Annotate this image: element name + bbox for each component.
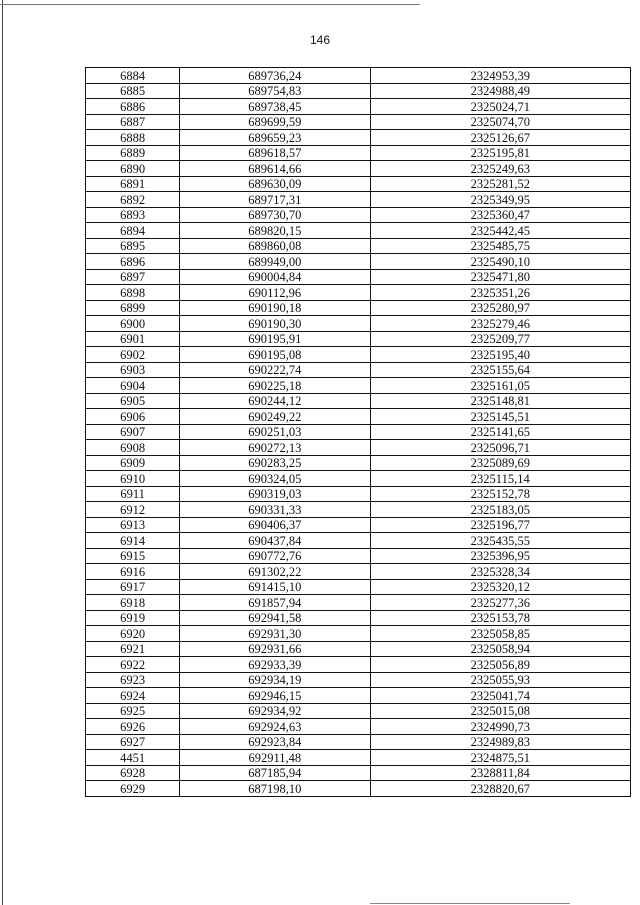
- point-number-cell: 6917: [86, 579, 180, 595]
- x-coordinate-cell: 690406,37: [180, 517, 370, 533]
- table-row: [86, 672, 631, 688]
- table-row: [86, 424, 631, 440]
- table-row: [86, 176, 631, 192]
- y-coordinate-cell: 2325485,75: [370, 238, 630, 254]
- y-coordinate-cell: 2325442,45: [370, 223, 630, 239]
- x-coordinate-cell: 690190,30: [180, 316, 370, 332]
- x-coordinate-cell: 689820,15: [180, 223, 370, 239]
- point-number-cell: 6918: [86, 595, 180, 611]
- table-row: [86, 486, 631, 502]
- x-coordinate-cell: 692923,84: [180, 734, 370, 750]
- y-coordinate-cell: 2325161,05: [370, 378, 630, 394]
- y-coordinate-cell: 2325349,95: [370, 192, 630, 208]
- point-number-cell: 6920: [86, 626, 180, 642]
- y-coordinate-cell: 2325490,10: [370, 254, 630, 270]
- table-row: [86, 564, 631, 580]
- table-row: [86, 440, 631, 456]
- y-coordinate-cell: 2325320,12: [370, 579, 630, 595]
- y-coordinate-cell: 2325096,71: [370, 440, 630, 456]
- x-coordinate-cell: 690272,13: [180, 440, 370, 456]
- point-number-cell: 6925: [86, 703, 180, 719]
- table-row: [86, 703, 631, 719]
- y-coordinate-cell: 2325058,85: [370, 626, 630, 642]
- x-coordinate-cell: 690283,25: [180, 455, 370, 471]
- x-coordinate-cell: 689614,66: [180, 161, 370, 177]
- x-coordinate-cell: 690195,91: [180, 331, 370, 347]
- x-coordinate-cell: 692924,63: [180, 719, 370, 735]
- point-number-cell: 6893: [86, 207, 180, 223]
- y-coordinate-cell: 2325435,55: [370, 533, 630, 549]
- table-row: [86, 502, 631, 518]
- x-coordinate-cell: 690319,03: [180, 486, 370, 502]
- table-row: [86, 347, 631, 363]
- y-coordinate-cell: 2324953,39: [370, 68, 630, 84]
- point-number-cell: 6906: [86, 409, 180, 425]
- y-coordinate-cell: 2325041,74: [370, 688, 630, 704]
- point-number-cell: 6908: [86, 440, 180, 456]
- x-coordinate-cell: 692941,58: [180, 610, 370, 626]
- x-coordinate-cell: 689717,31: [180, 192, 370, 208]
- x-coordinate-cell: 691415,10: [180, 579, 370, 595]
- x-coordinate-cell: 692931,66: [180, 641, 370, 657]
- point-number-cell: 6885: [86, 83, 180, 99]
- y-coordinate-cell: 2328811,84: [370, 765, 630, 781]
- x-coordinate-cell: 690244,12: [180, 393, 370, 409]
- y-coordinate-cell: 2324990,73: [370, 719, 630, 735]
- scan-border-top: [0, 4, 420, 5]
- table-row: [86, 517, 631, 533]
- point-number-cell: 6916: [86, 564, 180, 580]
- y-coordinate-cell: 2325015,08: [370, 703, 630, 719]
- y-coordinate-cell: 2325328,34: [370, 564, 630, 580]
- point-number-cell: 6891: [86, 176, 180, 192]
- point-number-cell: 6895: [86, 238, 180, 254]
- coordinates-table-body: [86, 68, 631, 797]
- point-number-cell: 6896: [86, 254, 180, 270]
- table-row: [86, 316, 631, 332]
- y-coordinate-cell: 2325195,81: [370, 145, 630, 161]
- table-row: [86, 362, 631, 378]
- x-coordinate-cell: 690004,84: [180, 269, 370, 285]
- table-row: [86, 145, 631, 161]
- x-coordinate-cell: 689860,08: [180, 238, 370, 254]
- x-coordinate-cell: 689659,23: [180, 130, 370, 146]
- x-coordinate-cell: 690249,22: [180, 409, 370, 425]
- y-coordinate-cell: 2325089,69: [370, 455, 630, 471]
- x-coordinate-cell: 692934,92: [180, 703, 370, 719]
- point-number-cell: 6898: [86, 285, 180, 301]
- x-coordinate-cell: 690195,08: [180, 347, 370, 363]
- point-number-cell: 6888: [86, 130, 180, 146]
- y-coordinate-cell: 2325195,40: [370, 347, 630, 363]
- table-row: [86, 130, 631, 146]
- y-coordinate-cell: 2325141,65: [370, 424, 630, 440]
- point-number-cell: 6915: [86, 548, 180, 564]
- y-coordinate-cell: 2325280,97: [370, 300, 630, 316]
- point-number-cell: 6909: [86, 455, 180, 471]
- x-coordinate-cell: 689699,59: [180, 114, 370, 130]
- table-row: [86, 657, 631, 673]
- table-row: [86, 331, 631, 347]
- table-row: [86, 161, 631, 177]
- point-number-cell: 6897: [86, 269, 180, 285]
- point-number-cell: 6886: [86, 99, 180, 115]
- table-row: [86, 641, 631, 657]
- point-number-cell: 6901: [86, 331, 180, 347]
- x-coordinate-cell: 691857,94: [180, 595, 370, 611]
- point-number-cell: 6919: [86, 610, 180, 626]
- y-coordinate-cell: 2325126,67: [370, 130, 630, 146]
- point-number-cell: 6892: [86, 192, 180, 208]
- y-coordinate-cell: 2325281,52: [370, 176, 630, 192]
- point-number-cell: 6927: [86, 734, 180, 750]
- table-row: [86, 285, 631, 301]
- x-coordinate-cell: 689630,09: [180, 176, 370, 192]
- x-coordinate-cell: 692931,30: [180, 626, 370, 642]
- table-row: [86, 300, 631, 316]
- point-number-cell: 6887: [86, 114, 180, 130]
- x-coordinate-cell: 690225,18: [180, 378, 370, 394]
- scan-border-left: [2, 0, 3, 905]
- table-row: [86, 223, 631, 239]
- y-coordinate-cell: 2325148,81: [370, 393, 630, 409]
- table-row: [86, 688, 631, 704]
- x-coordinate-cell: 687185,94: [180, 765, 370, 781]
- x-coordinate-cell: 687198,10: [180, 781, 370, 797]
- point-number-cell: 6928: [86, 765, 180, 781]
- table-row: [86, 68, 631, 84]
- y-coordinate-cell: 2325055,93: [370, 672, 630, 688]
- point-number-cell: 6907: [86, 424, 180, 440]
- x-coordinate-cell: 689730,70: [180, 207, 370, 223]
- point-number-cell: 6910: [86, 471, 180, 487]
- y-coordinate-cell: 2325396,95: [370, 548, 630, 564]
- y-coordinate-cell: 2324875,51: [370, 750, 630, 766]
- x-coordinate-cell: 689949,00: [180, 254, 370, 270]
- y-coordinate-cell: 2325196,77: [370, 517, 630, 533]
- y-coordinate-cell: 2325074,70: [370, 114, 630, 130]
- x-coordinate-cell: 690331,33: [180, 502, 370, 518]
- x-coordinate-cell: 690772,76: [180, 548, 370, 564]
- point-number-cell: 6922: [86, 657, 180, 673]
- table-row: [86, 83, 631, 99]
- table-row: [86, 114, 631, 130]
- x-coordinate-cell: 692934,19: [180, 672, 370, 688]
- table-row: [86, 254, 631, 270]
- table-row: [86, 719, 631, 735]
- y-coordinate-cell: 2325058,94: [370, 641, 630, 657]
- x-coordinate-cell: 692933,39: [180, 657, 370, 673]
- x-coordinate-cell: 690112,96: [180, 285, 370, 301]
- x-coordinate-cell: 690190,18: [180, 300, 370, 316]
- y-coordinate-cell: 2325277,36: [370, 595, 630, 611]
- y-coordinate-cell: 2325351,26: [370, 285, 630, 301]
- y-coordinate-cell: 2325145,51: [370, 409, 630, 425]
- x-coordinate-cell: 690251,03: [180, 424, 370, 440]
- x-coordinate-cell: 692911,48: [180, 750, 370, 766]
- x-coordinate-cell: 689618,57: [180, 145, 370, 161]
- point-number-cell: 6912: [86, 502, 180, 518]
- table-row: [86, 579, 631, 595]
- y-coordinate-cell: 2324988,49: [370, 83, 630, 99]
- table-row: [86, 610, 631, 626]
- y-coordinate-cell: 2325279,46: [370, 316, 630, 332]
- x-coordinate-cell: 690222,74: [180, 362, 370, 378]
- table-row: [86, 765, 631, 781]
- point-number-cell: 6913: [86, 517, 180, 533]
- y-coordinate-cell: 2324989,83: [370, 734, 630, 750]
- y-coordinate-cell: 2325152,78: [370, 486, 630, 502]
- point-number-cell: 6924: [86, 688, 180, 704]
- y-coordinate-cell: 2325155,64: [370, 362, 630, 378]
- coordinates-table: [85, 67, 631, 797]
- y-coordinate-cell: 2325024,71: [370, 99, 630, 115]
- y-coordinate-cell: 2325153,78: [370, 610, 630, 626]
- table-row: [86, 548, 631, 564]
- y-coordinate-cell: 2328820,67: [370, 781, 630, 797]
- table-row: [86, 533, 631, 549]
- x-coordinate-cell: 692946,15: [180, 688, 370, 704]
- table-row: [86, 393, 631, 409]
- table-row: [86, 207, 631, 223]
- table-row: [86, 626, 631, 642]
- x-coordinate-cell: 689736,24: [180, 68, 370, 84]
- table-row: [86, 471, 631, 487]
- table-row: [86, 409, 631, 425]
- y-coordinate-cell: 2325249,63: [370, 161, 630, 177]
- point-number-cell: 6929: [86, 781, 180, 797]
- x-coordinate-cell: 690437,84: [180, 533, 370, 549]
- table-row: [86, 378, 631, 394]
- point-number-cell: 6923: [86, 672, 180, 688]
- y-coordinate-cell: 2325183,05: [370, 502, 630, 518]
- point-number-cell: 6889: [86, 145, 180, 161]
- point-number-cell: 6894: [86, 223, 180, 239]
- page-number: 146: [309, 33, 331, 47]
- point-number-cell: 6926: [86, 719, 180, 735]
- table-row: [86, 269, 631, 285]
- x-coordinate-cell: 689738,45: [180, 99, 370, 115]
- point-number-cell: 6905: [86, 393, 180, 409]
- point-number-cell: 6904: [86, 378, 180, 394]
- table-row: [86, 99, 631, 115]
- table-row: [86, 192, 631, 208]
- x-coordinate-cell: 690324,05: [180, 471, 370, 487]
- y-coordinate-cell: 2325471,80: [370, 269, 630, 285]
- point-number-cell: 6914: [86, 533, 180, 549]
- point-number-cell: 6903: [86, 362, 180, 378]
- y-coordinate-cell: 2325056,89: [370, 657, 630, 673]
- y-coordinate-cell: 2325115,14: [370, 471, 630, 487]
- y-coordinate-cell: 2325360,47: [370, 207, 630, 223]
- table-row: [86, 455, 631, 471]
- point-number-cell: 6902: [86, 347, 180, 363]
- point-number-cell: 6884: [86, 68, 180, 84]
- x-coordinate-cell: 689754,83: [180, 83, 370, 99]
- point-number-cell: 6900: [86, 316, 180, 332]
- table-row: [86, 595, 631, 611]
- table-row: [86, 238, 631, 254]
- point-number-cell: 6911: [86, 486, 180, 502]
- y-coordinate-cell: 2325209,77: [370, 331, 630, 347]
- point-number-cell: 4451: [86, 750, 180, 766]
- point-number-cell: 6899: [86, 300, 180, 316]
- table-row: [86, 750, 631, 766]
- table-row: [86, 734, 631, 750]
- table-row: [86, 781, 631, 797]
- point-number-cell: 6921: [86, 641, 180, 657]
- point-number-cell: 6890: [86, 161, 180, 177]
- x-coordinate-cell: 691302,22: [180, 564, 370, 580]
- scan-border-bottom: [370, 903, 570, 904]
